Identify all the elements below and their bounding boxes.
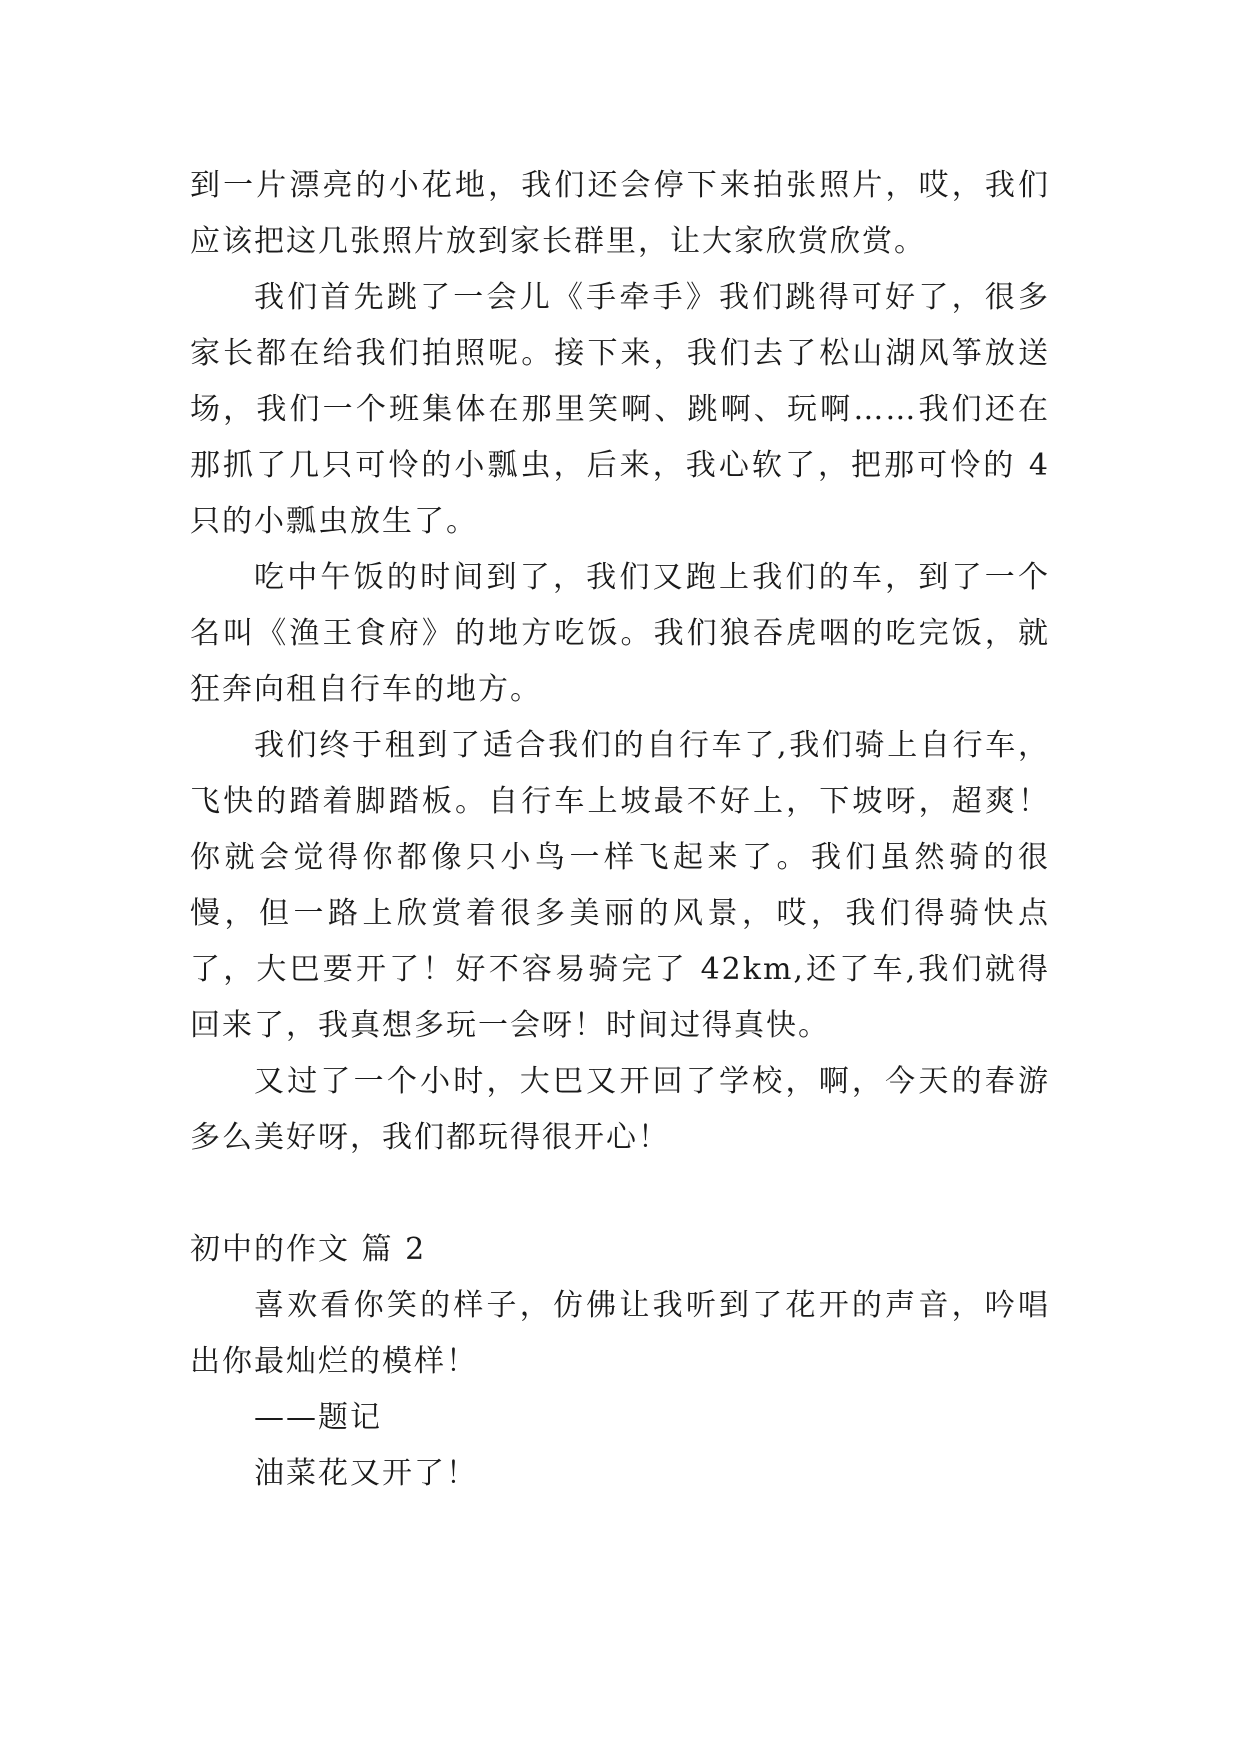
paragraph-4: 我们终于租到了适合我们的自行车了,我们骑上自行车，飞快的踏着脚踏板。自行车上坡最不好上，下坡呀，超爽！你就会觉得你都像只小鸟一样飞起来了。我们虽然骑的很慢，但一路上欣赏着很多美丽的风景，哎，我们得骑快点了，大巴要开了！好不容易骑完了 42km,还了车,我们就得回来了，我真想多玩一会呀！时间过得真快。 bbox=[190, 728, 1050, 1043]
section-paragraph-2: 油菜花又开了！ bbox=[254, 1456, 478, 1491]
section-title: 初中的作文 篇 2 bbox=[190, 1232, 427, 1267]
paragraph-2: 我们首先跳了一会儿《手牵手》我们跳得可好了，很多家长都在给我们拍照呢。接下来，我们去了松山湖风筝放送场，我们一个班集体在那里笑啊、跳啊、玩啊……我们还在那抓了几只可怜的小瓢虫，后来，我心软了，把那可怜的 4 只的小瓢虫放生了。 bbox=[190, 280, 1050, 539]
paragraph-3: 吃中午饭的时间到了，我们又跑上我们的车，到了一个名叫《渔王食府》的地方吃饭。我们狼吞虎咽的吃完饭，就狂奔向租自行车的地方。 bbox=[190, 560, 1050, 707]
document-body bbox=[190, 158, 1050, 1502]
paragraph-5: 又过了一个小时，大巴又开回了学校，啊，今天的春游多么美好呀，我们都玩得很开心！ bbox=[190, 1064, 1050, 1155]
section-paragraph-1: 喜欢看你笑的样子，仿佛让我听到了花开的声音，吟唱出你最灿烂的模样！ bbox=[190, 1288, 1050, 1379]
paragraph-1: 到一片漂亮的小花地，我们还会停下来拍张照片，哎，我们应该把这几张照片放到家长群里，让大家欣赏欣赏。 bbox=[190, 168, 1050, 259]
section-epigraph-attribution: ——题记 bbox=[254, 1400, 382, 1435]
